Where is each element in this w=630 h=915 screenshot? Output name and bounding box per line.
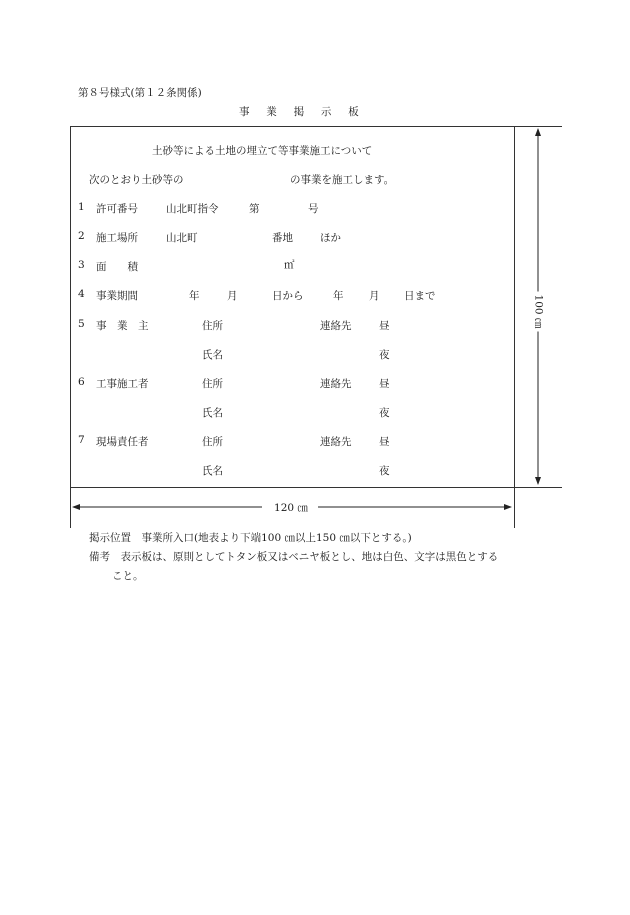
site-etc: ほか: [320, 232, 341, 244]
end-year: 年: [333, 290, 344, 302]
contractor-night-label: 夜: [379, 407, 390, 419]
height-dimension-label: 100 ㎝: [532, 292, 547, 332]
owner-night-label: 夜: [379, 349, 390, 361]
row6-label: 工事施工者: [96, 378, 149, 390]
contractor-address-label: 住所: [202, 378, 223, 390]
row3-label: 面 積: [96, 261, 138, 273]
sign-title: 事 業 掲 示 板: [239, 106, 362, 118]
row1-label: 許可番号: [96, 203, 138, 215]
board-heading: 土砂等による土地の埋立て等事業施工について: [152, 145, 373, 157]
row7-number: 7: [78, 434, 85, 446]
row1-number: 1: [78, 201, 85, 213]
row4-number: 4: [78, 288, 85, 300]
owner-day-label: 昼: [379, 320, 390, 332]
row5-number: 5: [78, 318, 85, 330]
row5-label: 事 業 主: [96, 320, 149, 332]
permit-suffix: 号: [308, 203, 319, 215]
permit-office: 山北町指令: [166, 203, 219, 215]
start-month: 月: [227, 290, 238, 302]
manager-night-label: 夜: [379, 465, 390, 477]
permit-prefix: 第: [249, 203, 260, 215]
contractor-name-label: 氏名: [202, 407, 223, 419]
contractor-contact-label: 連絡先: [320, 378, 352, 390]
end-day: 日まで: [404, 290, 436, 302]
owner-contact-label: 連絡先: [320, 320, 352, 332]
site-lot: 番地: [272, 232, 293, 244]
remark-note-line2: こと。: [112, 570, 144, 582]
area-unit: ㎡: [284, 259, 295, 271]
start-day: 日から: [272, 290, 304, 302]
site-town: 山北町: [166, 232, 198, 244]
owner-address-label: 住所: [202, 320, 223, 332]
intro-left: 次のとおり土砂等の: [89, 174, 184, 186]
remark-note-line1: 備考 表示板は、原則としてトタン板又はベニヤ板とし、地は白色、文字は黒色とする: [89, 551, 499, 563]
row4-label: 事業期間: [96, 290, 138, 302]
width-dimension-label: 120 ㎝: [270, 500, 312, 515]
end-month: 月: [369, 290, 380, 302]
row2-label: 施工場所: [96, 232, 138, 244]
owner-name-label: 氏名: [202, 349, 223, 361]
row6-number: 6: [78, 376, 85, 388]
manager-day-label: 昼: [379, 436, 390, 448]
contractor-day-label: 昼: [379, 378, 390, 390]
row7-label: 現場責任者: [96, 436, 149, 448]
form-label: 第８号様式(第１２条関係): [78, 87, 202, 99]
row2-number: 2: [78, 230, 85, 242]
row3-number: 3: [78, 259, 85, 271]
manager-name-label: 氏名: [202, 465, 223, 477]
start-year: 年: [189, 290, 200, 302]
intro-right: の事業を施工します。: [290, 174, 395, 186]
manager-contact-label: 連絡先: [320, 436, 352, 448]
manager-address-label: 住所: [202, 436, 223, 448]
posting-position-note: 掲示位置 事業所入口(地表より下端100 ㎝以上150 ㎝以下とする。): [89, 532, 412, 544]
